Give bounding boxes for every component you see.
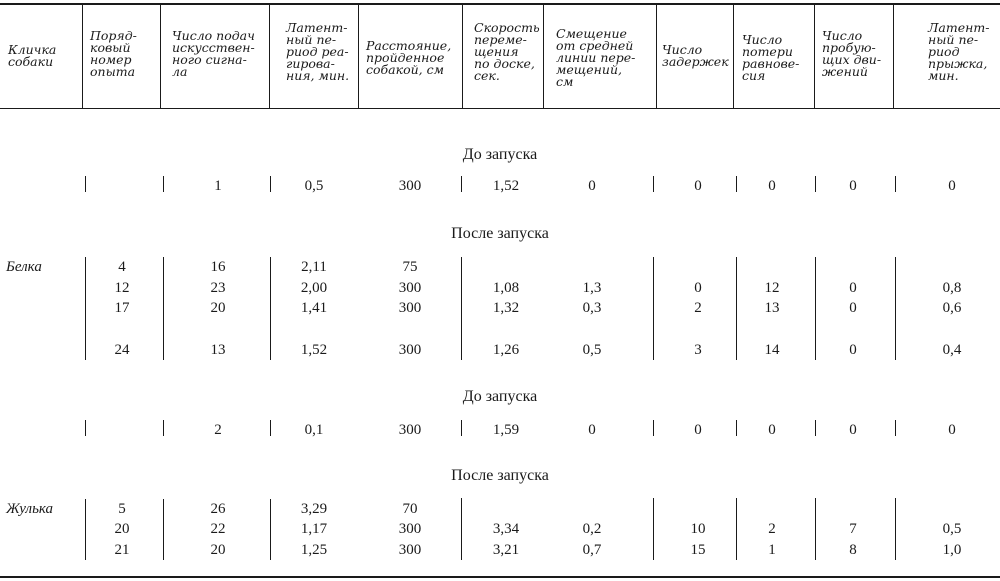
column-tick <box>815 176 816 192</box>
table-cell: 0 <box>948 422 956 438</box>
header-divider <box>82 5 83 108</box>
table-cell: 300 <box>398 521 422 537</box>
table-cell: 14 <box>764 342 780 358</box>
column-tick <box>163 499 164 560</box>
column-tick <box>461 498 462 560</box>
table-cell: 3 <box>694 342 702 358</box>
section-title: До запуска <box>462 146 538 163</box>
table-top-rule <box>0 3 1000 5</box>
table-cell: 1 <box>214 178 222 194</box>
table-cell: 300 <box>398 300 422 316</box>
dog-name: Жулька <box>6 501 54 517</box>
column-tick <box>163 257 164 360</box>
table-cell: 2 <box>694 300 702 316</box>
table-cell: 4 <box>118 259 126 275</box>
table-cell: 5 <box>118 501 126 517</box>
header-divider <box>733 5 734 108</box>
section-title: После запуска <box>451 225 549 242</box>
table-cell: 20 <box>210 300 226 316</box>
column-tick <box>270 499 271 560</box>
column-tick <box>736 420 737 436</box>
table-cell: 1,3 <box>582 280 602 296</box>
table-cell: 300 <box>398 422 422 438</box>
column-tick <box>461 257 462 360</box>
column-tick <box>895 498 896 560</box>
table-cell: 0,2 <box>582 521 602 537</box>
table-cell: 75 <box>402 259 418 275</box>
table-cell: 2,11 <box>301 259 327 275</box>
header-divider <box>656 5 657 108</box>
column-tick <box>736 176 737 192</box>
table-cell: 0,6 <box>942 300 962 316</box>
table-cell: 0,1 <box>304 422 324 438</box>
table-cell: 1,59 <box>492 422 520 438</box>
table-cell: 17 <box>114 300 130 316</box>
table-cell: 0,3 <box>582 300 602 316</box>
table-cell: 0 <box>768 178 776 194</box>
table-cell: 0 <box>694 422 702 438</box>
table-cell: 0 <box>849 342 857 358</box>
table-cell: 0,8 <box>942 280 962 296</box>
column-tick <box>653 176 654 192</box>
table-cell: 0 <box>948 178 956 194</box>
table-cell: 3,29 <box>300 501 328 517</box>
section-title: До запуска <box>462 388 538 405</box>
table-cell: 1,26 <box>492 342 520 358</box>
table-cell: 22 <box>210 521 226 537</box>
header-divider <box>269 5 270 108</box>
table-cell: 20 <box>114 521 130 537</box>
table-cell: 3,34 <box>492 521 520 537</box>
dog-name: Белка <box>6 259 42 275</box>
table-cell: 0 <box>694 178 702 194</box>
table-cell: 12 <box>764 280 780 296</box>
table-cell: 2 <box>214 422 222 438</box>
table-cell: 0,5 <box>942 521 962 537</box>
table-cell: 0 <box>588 178 596 194</box>
table-cell: 10 <box>690 521 706 537</box>
table-cell: 0 <box>694 280 702 296</box>
column-tick <box>815 257 816 360</box>
table-cell: 7 <box>849 521 857 537</box>
table-cell: 300 <box>398 178 422 194</box>
table-cell: 1,32 <box>492 300 520 316</box>
section-title: После запуска <box>451 467 549 484</box>
table-cell: 26 <box>210 501 226 517</box>
header-distance: Расстояние, пройденное собакой, см <box>366 38 452 77</box>
table-cell: 0 <box>849 300 857 316</box>
column-tick <box>85 420 86 436</box>
column-tick <box>461 176 462 192</box>
column-tick <box>895 420 896 436</box>
header-balance-loss: Число потери равнове- сия <box>742 32 800 83</box>
table-cell: 300 <box>398 342 422 358</box>
table-cell: 20 <box>210 542 226 558</box>
table-cell: 8 <box>849 542 857 558</box>
table-cell: 0,5 <box>582 342 602 358</box>
header-trial-number: Поряд- ковый номер опыта <box>90 28 137 79</box>
table-cell: 300 <box>398 542 422 558</box>
table-cell: 1,41 <box>300 300 328 316</box>
column-tick <box>270 257 271 360</box>
table-cell: 1,52 <box>300 342 328 358</box>
table-cell: 0,4 <box>942 342 962 358</box>
table-cell: 2,00 <box>300 280 328 296</box>
table-cell: 1,17 <box>300 521 328 537</box>
table-cell: 70 <box>402 501 418 517</box>
table-cell: 1,52 <box>492 178 520 194</box>
column-tick <box>736 498 737 560</box>
column-tick <box>736 257 737 360</box>
table-cell: 24 <box>114 342 130 358</box>
table-cell: 23 <box>210 280 226 296</box>
header-divider <box>160 5 161 108</box>
table-cell: 13 <box>764 300 780 316</box>
header-latent-reaction: Латент- ный пе- риод реа- гирова- ния, мин. <box>286 20 350 83</box>
header-offset: Смещение от средней линии пере- мещений, см <box>556 26 636 89</box>
column-tick <box>815 420 816 436</box>
table-bottom-rule <box>0 576 1000 578</box>
header-bottom-rule <box>0 108 1000 109</box>
table-cell: 0 <box>588 422 596 438</box>
table-cell: 0,5 <box>304 178 324 194</box>
table-cell: 2 <box>768 521 776 537</box>
table-cell: 21 <box>114 542 130 558</box>
column-tick <box>85 499 86 560</box>
header-speed: Скорость переме- щения по доске, сек. <box>474 20 540 83</box>
header-jump-latency: Латент- ный пе- риод прыжка, мин. <box>928 20 990 83</box>
table-cell: 15 <box>690 542 706 558</box>
column-tick <box>815 498 816 560</box>
column-tick <box>163 176 164 192</box>
table-cell: 1,25 <box>300 542 328 558</box>
table-cell: 0 <box>849 178 857 194</box>
column-tick <box>461 420 462 436</box>
table-cell: 0 <box>849 280 857 296</box>
header-divider <box>893 5 894 108</box>
column-tick <box>270 176 271 192</box>
column-tick <box>270 420 271 436</box>
column-tick <box>85 176 86 192</box>
table-cell: 3,21 <box>492 542 520 558</box>
header-divider <box>462 5 463 108</box>
table-cell: 1,0 <box>942 542 962 558</box>
table-cell: 0 <box>849 422 857 438</box>
table-cell: 300 <box>398 280 422 296</box>
header-probe-moves: Число пробую- щих дви- жений <box>822 28 882 79</box>
table-cell: 12 <box>114 280 130 296</box>
table-cell: 13 <box>210 342 226 358</box>
header-delays: Число задержек <box>662 42 729 69</box>
table-cell: 1,08 <box>492 280 520 296</box>
table-cell: 0 <box>768 422 776 438</box>
table-cell: 1 <box>768 542 776 558</box>
column-tick <box>163 420 164 436</box>
header-divider <box>358 5 359 108</box>
header-divider <box>814 5 815 108</box>
column-tick <box>895 176 896 192</box>
column-tick <box>85 257 86 360</box>
header-signal-count: Число подач искусствен- ного сигна- ла <box>172 28 255 79</box>
table-cell: 16 <box>210 259 226 275</box>
table-cell: 0,7 <box>582 542 602 558</box>
header-dog-name: Кличка собаки <box>8 42 57 69</box>
column-tick <box>653 498 654 560</box>
column-tick <box>895 257 896 360</box>
header-divider <box>543 5 544 108</box>
column-tick <box>653 257 654 360</box>
column-tick <box>653 420 654 436</box>
